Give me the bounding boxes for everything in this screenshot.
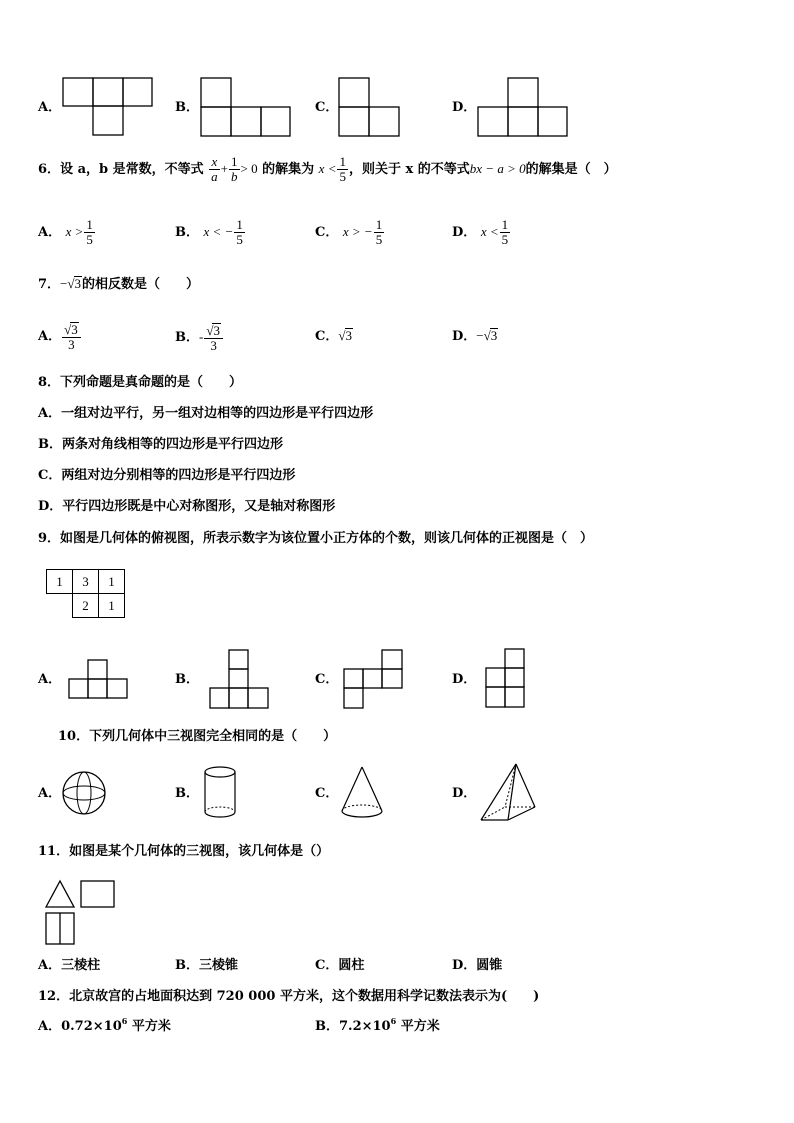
q9-option-b-label[interactable]: B． bbox=[175, 672, 199, 687]
q9-option-d-label[interactable]: D． bbox=[452, 672, 477, 687]
q9-cell: 1 bbox=[98, 569, 125, 594]
q11-option-b[interactable]: B．三棱锥 bbox=[175, 958, 238, 973]
q6-frac-x-over-a: $\frac{x}{a}$ bbox=[211, 154, 218, 184]
q6-option-b[interactable]: B． x < − $\frac{1}{5}$ bbox=[175, 217, 243, 247]
q11-stem: 11．如图是某个几何体的三视图，该几何体是（） bbox=[38, 844, 330, 859]
q8-option-a[interactable]: A．一组对边平行，另一组对边相等的四边形是平行四边形 bbox=[38, 406, 374, 421]
cylinder-icon[interactable] bbox=[203, 765, 239, 821]
q12-option-b[interactable]: B．$7.2\times 10^6$ 平方米 bbox=[315, 1016, 440, 1034]
q10-option-b-label[interactable]: B． bbox=[175, 786, 199, 801]
q9-stem: 9．如图是几何体的俯视图，所表示数字为该位置小正方体的个数，则该几何体的正视图是（ ） bbox=[38, 531, 594, 546]
q11-option-a[interactable]: A．三棱柱 bbox=[38, 958, 101, 973]
q6-inequality2: bx − a > 0 bbox=[469, 161, 526, 176]
q9-option-a-label[interactable]: A． bbox=[38, 672, 62, 687]
q6-mid2: ，则关于 x 的不等式 bbox=[348, 162, 470, 177]
q7-option-c[interactable]: C．√3 bbox=[315, 328, 352, 344]
q5-option-c-figure[interactable] bbox=[338, 77, 402, 137]
q10-option-a-label[interactable]: A． bbox=[38, 786, 62, 801]
q7-radicand: 3 bbox=[74, 276, 82, 291]
q12-option-a[interactable]: A．$0.72\times 10^6$ 平方米 bbox=[38, 1016, 171, 1034]
q5-option-c-label[interactable]: C． bbox=[315, 100, 339, 115]
q7-option-b[interactable]: B．- $\frac{√3}{3}$ bbox=[175, 320, 224, 355]
q6-option-a[interactable]: A． x > $\frac{1}{5}$ bbox=[38, 217, 93, 247]
q9-cell: 1 bbox=[46, 569, 73, 594]
q6-mid: 的解集为 bbox=[262, 162, 315, 177]
q8-option-d[interactable]: D．平行四边形既是中心对称图形，又是轴对称图形 bbox=[38, 499, 336, 514]
q5-option-a-figure[interactable] bbox=[62, 77, 154, 137]
sphere-icon[interactable] bbox=[62, 770, 108, 816]
q9-option-c-label[interactable]: C． bbox=[315, 672, 339, 687]
q9-cell: 1 bbox=[98, 593, 125, 618]
q10-option-d-label[interactable]: D． bbox=[452, 786, 477, 801]
q6-x-lt: x < bbox=[318, 161, 337, 176]
q11-option-c[interactable]: C．圆柱 bbox=[315, 958, 365, 973]
q8-stem: 8．下列命题是真命题的是（ ） bbox=[38, 375, 243, 390]
q10-stem: 10．下列几何体中三视图完全相同的是（ ） bbox=[58, 729, 337, 744]
q9-cell: 2 bbox=[72, 593, 99, 618]
q8-option-c[interactable]: C．两组对边分别相等的四边形是平行四边形 bbox=[38, 468, 296, 483]
q6-solution-fraction: $\frac{1}{5}$ bbox=[339, 154, 346, 184]
q9-option-a-figure[interactable] bbox=[68, 659, 130, 701]
q5-option-b-label[interactable]: B． bbox=[175, 100, 199, 115]
q12-stem: 12．北京故宫的占地面积达到 720 000 平方米，这个数据用科学记数法表示为( ) bbox=[38, 989, 540, 1004]
q6-option-d[interactable]: D． x < $\frac{1}{5}$ bbox=[452, 217, 509, 247]
q6-option-c[interactable]: C． x > − $\frac{1}{5}$ bbox=[315, 217, 383, 247]
q6-gt-zero: > 0 bbox=[240, 161, 258, 176]
pyramid-icon[interactable] bbox=[478, 763, 538, 825]
q5-option-a-label[interactable]: A． bbox=[38, 100, 62, 115]
q7-option-d[interactable]: D．−√3 bbox=[452, 328, 498, 344]
q6-prefix: 6．设 a，b 是常数，不等式 bbox=[38, 162, 204, 177]
q10-option-c-label[interactable]: C． bbox=[315, 786, 339, 801]
q5-option-d-label[interactable]: D． bbox=[452, 100, 477, 115]
q5-option-b-figure[interactable] bbox=[200, 77, 292, 137]
q8-option-b[interactable]: B．两条对角线相等的四边形是平行四边形 bbox=[38, 437, 283, 452]
q6-stem: 6．设 a，b 是常数，不等式 $\frac{x}{a}$ + $\frac{1}{b}$ > 0 的解集为 x < $\frac{1}{5}$ ，则关于 x 的不等式bx − a > 0的解集是（ ） bbox=[38, 154, 617, 184]
q9-top-view-grid bbox=[46, 569, 126, 621]
q9-option-c-figure[interactable] bbox=[343, 649, 405, 711]
q7-option-a[interactable]: A． $\frac{√3}{3}$ bbox=[38, 320, 82, 354]
q9-option-b-figure[interactable] bbox=[209, 649, 271, 711]
q7-stem: 7．−√3的相反数是（ ） bbox=[38, 276, 200, 292]
q9-option-d-figure[interactable] bbox=[485, 648, 527, 710]
q9-cell: 3 bbox=[72, 569, 99, 594]
q11-option-d[interactable]: D．圆锥 bbox=[452, 958, 503, 973]
q6-frac-1-over-b: $\frac{1}{b}$ bbox=[231, 154, 238, 184]
q11-three-view-figure bbox=[44, 878, 118, 948]
cone-icon[interactable] bbox=[340, 766, 386, 820]
q6-suffix: 的解集是（ ） bbox=[525, 162, 617, 177]
q5-option-d-figure[interactable] bbox=[477, 77, 569, 137]
